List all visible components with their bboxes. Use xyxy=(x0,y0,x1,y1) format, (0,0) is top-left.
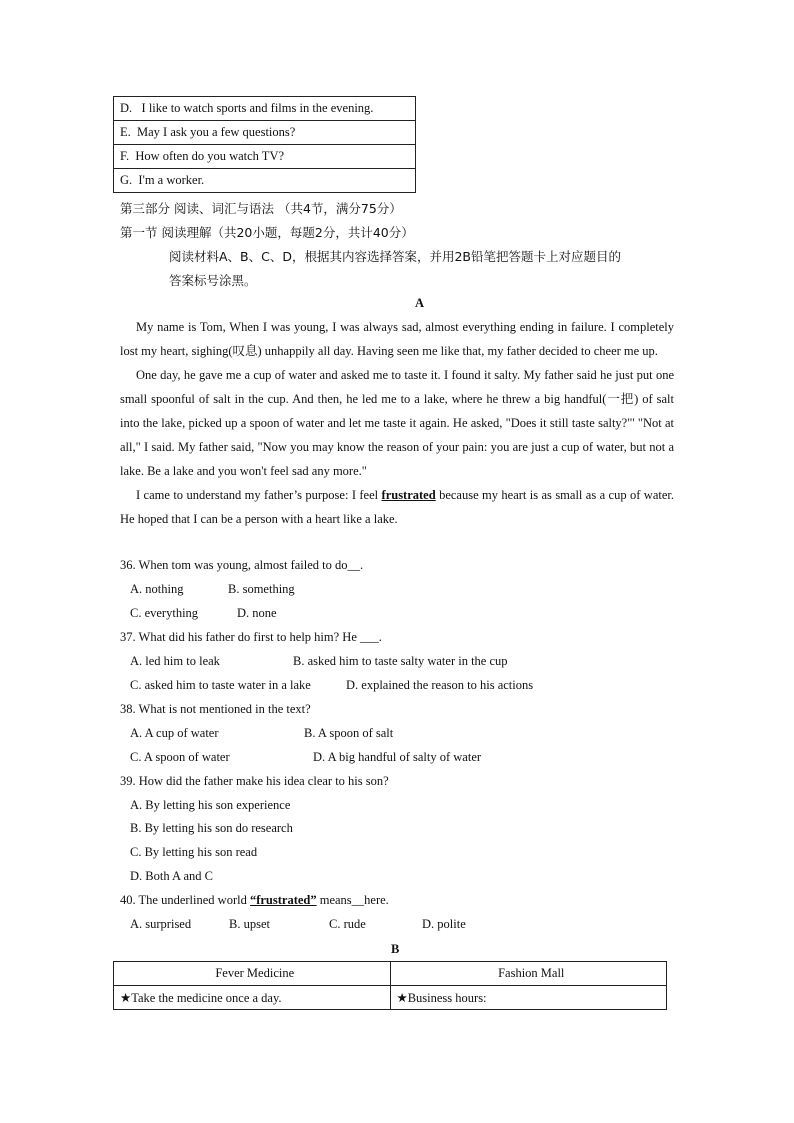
option-36d: D. none xyxy=(237,606,277,620)
paragraph-text: because my heart is as small as a cup of water. He hoped that I can be a person with a heart like a lake. xyxy=(120,488,674,526)
option-37b: B. asked him to taste salty water in the cup xyxy=(293,654,508,668)
option-letter: E. xyxy=(120,125,131,139)
table-header: Fashion Mall xyxy=(390,962,667,986)
question-39: 39. How did the father make his idea clear to his son? xyxy=(120,774,389,788)
underlined-word: “frustrated” xyxy=(249,893,317,907)
option-text: May I ask you a few questions? xyxy=(137,125,296,139)
option-39d: D. Both A and C xyxy=(130,869,213,883)
option-letter: F. xyxy=(120,149,130,163)
passage-b-label: B xyxy=(391,942,400,956)
question-text: means__here. xyxy=(316,893,389,907)
table-row xyxy=(114,986,667,1010)
paragraph-text: I came to understand my father’s purpose: I feel xyxy=(136,488,382,502)
option-36c: C. everything xyxy=(130,606,199,620)
question-38: 38. What is not mentioned in the text? xyxy=(120,702,311,716)
table-cell: ★Business hours: xyxy=(390,986,667,1010)
option-38b: B. A spoon of salt xyxy=(304,726,394,740)
passage-a-paragraph-3 xyxy=(120,483,674,531)
question-text: 40. The underlined world xyxy=(120,893,250,907)
option-37c: C. asked him to taste water in a lake xyxy=(130,678,311,692)
passage-a-paragraph-1: My name is Tom, When I was young, I was always sad, almost everything ending in failure. I completely lost my heart, sighing(叹息) unhappily all day. Having seen me like that, my father decided to cheer me up. xyxy=(120,320,674,358)
option-39a: A. By letting his son experience xyxy=(130,798,291,812)
option-text: How often do you watch TV? xyxy=(135,149,285,163)
option-letter: D. xyxy=(120,101,133,115)
option-40b: B. upset xyxy=(229,917,270,931)
option-text: I like to watch sports and films in the evening. xyxy=(141,101,374,115)
table-row xyxy=(114,962,667,986)
option-36a: A. nothing xyxy=(130,582,184,596)
option-row xyxy=(114,169,416,193)
option-40a: A. surprised xyxy=(130,917,192,931)
underlined-word: frustrated xyxy=(381,488,436,502)
option-37d: D. explained the reason to his actions xyxy=(346,678,534,692)
option-row xyxy=(114,145,416,169)
option-38d: D. A big handful of salty of water xyxy=(313,750,482,764)
option-text: I'm a worker. xyxy=(138,173,205,187)
option-row xyxy=(114,97,416,121)
option-row xyxy=(114,121,416,145)
options-table xyxy=(113,96,416,193)
passage-a-label: A xyxy=(415,296,425,310)
table-cell: ★Take the medicine once a day. xyxy=(114,986,391,1010)
table-header: Fever Medicine xyxy=(114,962,391,986)
passage-b-table xyxy=(113,961,667,1010)
question-36: 36. When tom was young, almost failed to do__. xyxy=(120,558,364,572)
option-40d: D. polite xyxy=(422,917,466,931)
section1-heading: 第一节 阅读理解（共20小题，每题2分，共计40分） xyxy=(120,225,414,240)
option-40c: C. rude xyxy=(329,917,366,931)
part3-heading: 第三部分 阅读、词汇与语法 （共4节，满分75分） xyxy=(120,201,402,216)
option-letter: G. xyxy=(120,173,133,187)
question-37: 37. What did his father do first to help him? He ___. xyxy=(120,630,382,644)
option-38a: A. A cup of water xyxy=(130,726,219,740)
option-38c: C. A spoon of water xyxy=(130,750,230,764)
option-39b: B. By letting his son do research xyxy=(130,821,293,835)
option-36b: B. something xyxy=(228,582,295,596)
option-37a: A. led him to leak xyxy=(130,654,220,668)
passage-a xyxy=(120,315,674,531)
passage-a-paragraph-2: One day, he gave me a cup of water and asked me to taste it. I found it salty. My father said he just put one small spoonful of salt in the cup. And then, he led me to a lake, where he threw a big handful(一把) of salt into the lake, picked up a spoon of water and let me taste it again. He asked, "Does it still taste salty?"' "Not at all," I said. My father said, "Now you may know the reason of your pain: you are just a cup of water, but not a lake. Be a lake and you won't feel sad any more." xyxy=(120,368,674,478)
instruction-line-2: 答案标号涂黑。 xyxy=(169,273,257,288)
option-39c: C. By letting his son read xyxy=(130,845,258,859)
instruction-line-1: 阅读材料A、B、C、D，根据其内容选择答案，并用2B铅笔把答题卡上对应题目的 xyxy=(169,249,622,264)
question-40 xyxy=(120,893,389,908)
